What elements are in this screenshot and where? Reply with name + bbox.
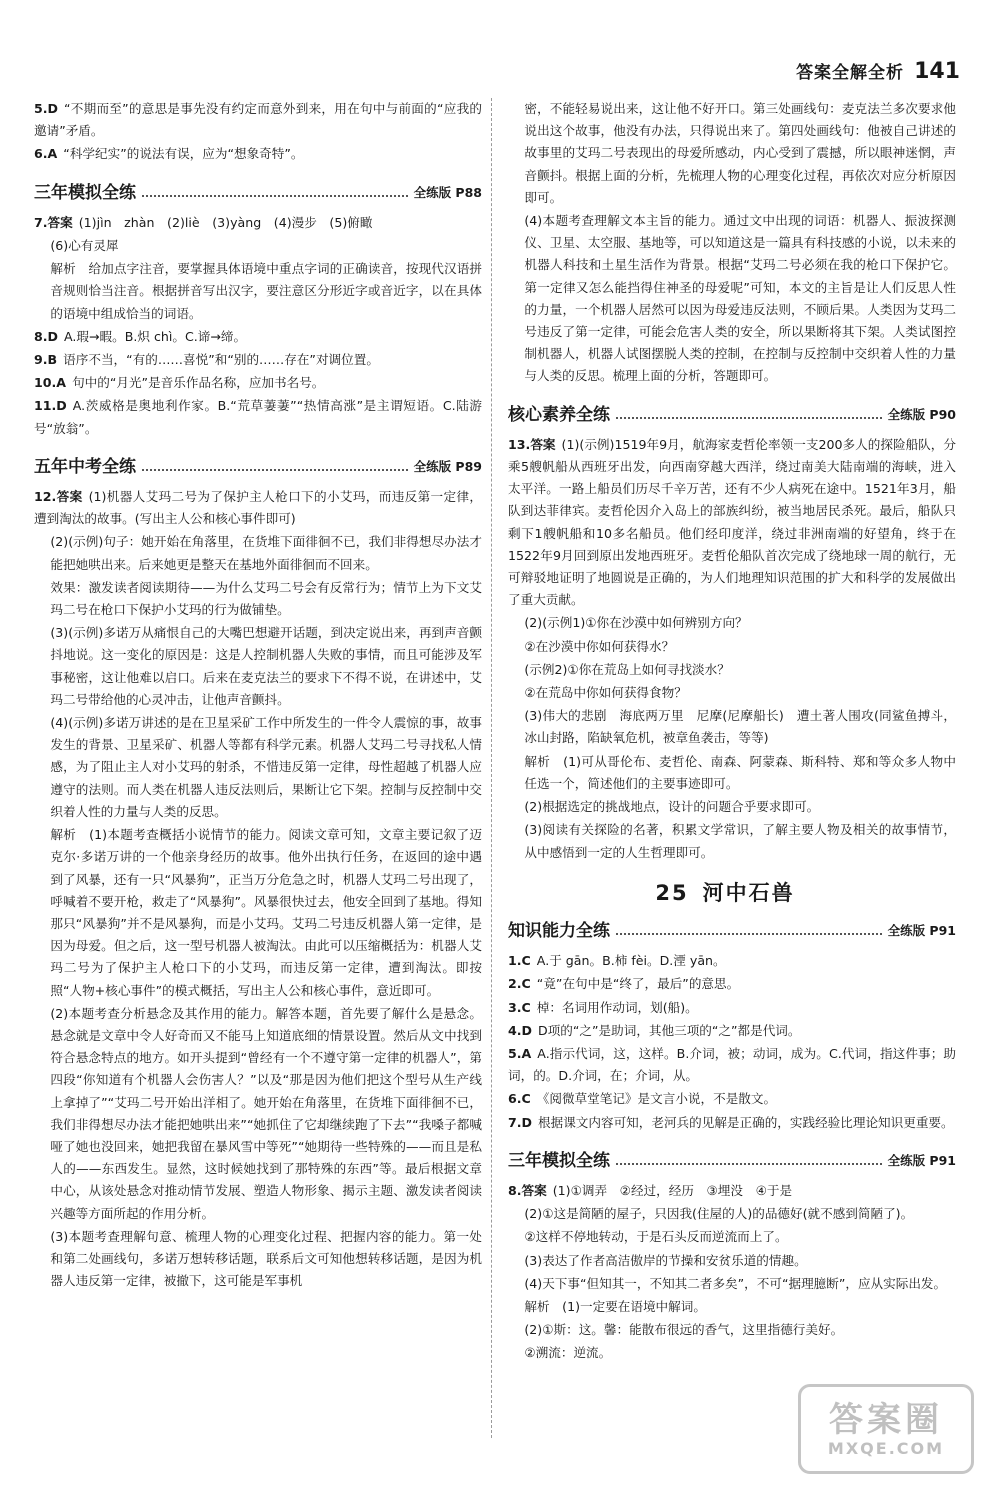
answer-12-3: (3)(示例)多诺万从痛恨自己的大嘴巴想避开话题，到决定说出来，再到声音颤抖地说。这一变化的原因是：这是人控制机器人失败的事情，而且可能涉及军事秘密，这让他难以启口。后来在麦克法兰的要求下不得不说，在讲述中，艾玛二号带给他的心灵冲击，让他声音颤抖。 xyxy=(50,625,482,707)
column-divider xyxy=(491,98,493,1438)
answer-13-2a: (2)(示例1)①你在沙漠中如何辨别方向？ xyxy=(524,615,748,631)
ch25-answer-8-3: (3)表达了作者高洁傲岸的节操和安贫乐道的情趣。 xyxy=(524,1252,807,1268)
page-header xyxy=(796,58,960,84)
answer-6: 6.A “科学纪实”的说法有误，应为“想象奇特”。 xyxy=(34,146,304,162)
ch25-answer-3: 3.C 棹：名词用作动词，划(船)。 xyxy=(508,999,698,1015)
section-header-zhishi: 知识能力全练 全练版 P91 xyxy=(508,920,956,941)
ch25-answer-4: 4.D D项的“之”是助词，其他三项的“之”都是代词。 xyxy=(508,1022,801,1038)
analysis-12-4: (4)本题考查理解文本主旨的能力。通过文中出现的词语：机器人、振波探测仪、卫星、太空服、基地等，可以知道这是一篇具有科技感的小说，以未来的机器人科技和土星生活作为背景。根据“艾玛二号必须在我的枪口下保护它。第一定律又怎么能挡得住神圣的母爱呢”可知，本文的主旨是让人们反思人性的力量，一个机器人居然可以因为母爱违反法则，不顾后果。人类因为艾玛二号违反了第一定律，可能会危害人类的安全，所以果断将其下架。人类试图控制机器人，机器人试图摆脱人类的控制，在控制与反控制中交织着人性的力量与人类的反思。梳理上面的分析，答题即可。 xyxy=(524,213,956,384)
ch25-answer-6: 6.C 《阅微草堂笔记》是文言小说，不是散文。 xyxy=(508,1091,777,1107)
header-title: 答案全解全析 xyxy=(796,63,905,83)
ch25-answer-5: 5.A A.指示代词，这，这样。B.介词，被；动词，成为。C.代词，指这件事；助词，的。D.介词，在；介词，从。 xyxy=(508,1045,956,1084)
ch25-answer-8-1: 8.答案 (1)①调弄 ②经过，经历 ③埋没 ④于是 xyxy=(508,1182,793,1198)
left-column xyxy=(34,98,482,1293)
answer-13-2b: ②在沙漠中你如何获得水？ xyxy=(524,638,675,654)
analysis-12-3-cont: 密，不能轻易说出来，这让他不好开口。第三处画线句：麦克法兰多次要求他说出这个故事，他没有办法，只得说出来了。第四处画线句：他被自己讲述的故事里的艾玛二号表现出的母爱所感动，内心受到了震撼，所以眼神迷惘，声音颤抖。根据上面的分析，先梳理人物的心理变化过程，再依次对应分析原因即可。 xyxy=(524,101,956,205)
answer-10: 10.A 句中的“月光”是音乐作品名称，应加书名号。 xyxy=(34,375,325,391)
watermark-logo xyxy=(798,1384,974,1474)
answer-7-cont: (6)心有灵犀 xyxy=(50,238,119,254)
section-header-sannian-1: 三年模拟全练 全练版 P88 xyxy=(34,182,482,203)
right-column xyxy=(508,98,956,1366)
ch25-answer-7: 7.D 根据课文内容可知，老河兵的见解是正确的，实践经验比理论知识更重要。 xyxy=(508,1114,954,1130)
answer-12-4: (4)(示例)多诺万讲述的是在卫星采矿工作中所发生的一件令人震惊的事，故事发生的背景、卫星采矿、机器人等都有科学元素。机器人艾玛二号寻找私人情感，为了阻止主人对小艾玛的射杀，不惜违反第一定律，母性超越了机器人应遵守的法则。而人类在机器人违反法则后，果断让它下架。控制与反控制中交织着人性的力量与人类的反思。 xyxy=(50,715,482,819)
ch25-answer-8-2a: (2)①这是简陋的屋子，只因我(住屋的人)的品德好(就不感到简陋了)。 xyxy=(524,1206,914,1222)
ch25-analysis-8-1: 解析 (1)一定要在语境中解词。 xyxy=(524,1298,706,1314)
answer-12-2-effect: 效果：激发读者阅读期待——为什么艾玛二号会有反常行为；情节上为下文艾玛二号在枪口下保护小艾玛的行为做铺垫。 xyxy=(50,579,482,618)
analysis-12-3: (3)本题考查理解句意、梳理人物的心理变化过程、把握内容的能力。第一处和第二处画线句，多诺万想转移话题，联系后文可知他想转移话题，是因为机器人违反第一定律，被撤下，这可能是军事机 xyxy=(50,1228,482,1289)
ch25-answer-8-2b: ②这样不停地转动，于是石头反而逆流而上了。 xyxy=(524,1229,788,1245)
analysis-13-1: 解析 (1)可从哥伦布、麦哲伦、南森、阿蒙森、斯科特、郑和等众多人物中任选一个，简述他们的主要事迹即可。 xyxy=(524,753,956,791)
section-header-sannian-2: 三年模拟全练 全练版 P91 xyxy=(508,1150,956,1171)
answer-5: 5.D “不期而至”的意思是事先没有约定而意外到来，用在句中与前面的“应我的邀请”矛盾。 xyxy=(34,101,482,139)
analysis-12-2: (2)本题考查分析悬念及其作用的能力。解答本题，首先要了解什么是悬念。悬念就是文章中令人好奇而又不能马上知道底细的情景设置。然后从文中找到符合悬念特点的地方。如开头提到“曾经有一个不遵守第一定律的机器人”，第四段“你知道有个机器人会伤害人？”以及“那是因为他们把这个型号从生产线上拿掉了”“艾玛二号开始出洋相了。她开始在角落里，在货堆下面徘徊不已，我们非得想尽办法才能把她哄出来”“她抓住了它却继续跑了下去”“我嗓子都喊哑了她也没回来，她把我留在暴风雪中等死”“她期待一些特殊的——而且是私人的——东西发生。显然，这时候她找到了那特殊的东西”等。最后根据文章中心，从该处悬念对推动情节发展、塑造人物形象、揭示主题、激发读者阅读兴趣等方面所起的作用分析。 xyxy=(50,1005,482,1221)
page-number: 141 xyxy=(914,59,960,84)
answer-13-3: (3)伟大的悲剧 海底两万里 尼摩(尼摩船长) 遭土著人围攻(同鲨鱼搏斗，冰山封路，陷缺氧危机，被章鱼袭击，等等) xyxy=(524,708,956,746)
chapter-title xyxy=(508,882,956,904)
section-header-wunian: 五年中考全练 全练版 P89 xyxy=(34,456,482,477)
analysis-12-1: 解析 (1)本题考查概括小说情节的能力。阅读文章可知，文章主要记叙了迈克尔·多诺万讲的一个他亲身经历的故事。他外出执行任务，在返回的途中遇到了风暴，还有一只“风暴狗”，正当万分危急之时，机器人艾玛二号出现了，呼喊着不要开枪，救走了“风暴狗”。风暴很快过去，他安全回到了基地。得知那只“风暴狗”并不是风暴狗，而是小艾玛。艾玛二号违反机器人第一定律，是因为母爱。但之后，这一型号机器人被淘汰。由此可以压缩概括为：机器人艾玛二号为了保护主人枪口下的小艾玛，而违反第一定律，遭到淘汰。即按照“人物+核心事件”的模式概括，写出主人公和核心事件，意近即可。 xyxy=(50,827,482,998)
watermark-text: 答案圈 xyxy=(829,1399,943,1440)
analysis-13-2: (2)根据选定的挑战地点，设计的问题合乎要求即可。 xyxy=(524,799,820,815)
answer-12-1: 12.答案 (1)机器人艾玛二号为了保护主人枪口下的小艾玛，而违反第一定律，遭到淘汰的故事。(写出主人公和核心事件即可) xyxy=(34,489,483,527)
answer-7-analysis: 解析 给加点字注音，要掌握具体语境中重点字词的正确读音，按现代汉语拼音规则恰当注音。根据拼音写出汉字，要注意区分形近字或音近字，以在具体的语境中组成恰当的词语。 xyxy=(50,261,482,321)
answer-13-2d: ②在荒岛中你如何获得食物？ xyxy=(524,685,687,701)
ch25-analysis-8-2b: ②溯流：逆流。 xyxy=(524,1345,612,1361)
ch25-answer-2: 2.C “竟”在句中是“终了，最后”的意思。 xyxy=(508,976,740,992)
answer-7: 7.答案 (1)jìn zhàn (2)liè (3)yàng (4)漫步 (5)俯瞰 xyxy=(34,214,373,230)
answer-13-1: 13.答案 (1)(示例)1519年9月，航海家麦哲伦率领一支200多人的探险船队，分乘5艘帆船从西班牙出发，向西南穿越大西洋，绕过南美大陆南端的海峡，进入太平洋。一路上船员们历尽千辛万苦，还有不少人病死在途中。1521年3月，船队到达菲律宾。麦哲伦因介入岛上的部族纠纷，被当地居民杀死。最后，船队只剩下1艘帆船和10多名船员。他们经印度洋，绕过非洲南端的好望角，终于在1522年9月回到原出发地西班牙。麦哲伦船队首次完成了绕地球一周的航行，无可辩驳地证明了地圆说是正确的，为人们地理知识范围的扩大和科学的发展做出了重大贡献。 xyxy=(508,436,956,608)
answer-13-2c: (示例2)①你在荒岛上如何寻找淡水？ xyxy=(524,661,730,677)
answer-9: 9.B 语序不当，“有的……喜悦”和“别的……存在”对调位置。 xyxy=(34,352,379,368)
ch25-answer-1: 1.C A.于 gān。B.柿 fèi。D.湮 yān。 xyxy=(508,953,726,969)
chapter-number: 25 xyxy=(655,880,689,905)
answer-11: 11.D A.茨威格是奥地利作家。B.“荒草萋萋”“热情高涨”是主谓短语。C.陆游号“放翁”。 xyxy=(34,398,482,436)
answer-8: 8.D A.瑕→暇。B.炽 chì。C.谛→缔。 xyxy=(34,328,247,344)
answer-12-2: (2)(示例)句子：她开始在角落里，在货堆下面徘徊不已，我们非得想尽办法才能把她哄出来。后来她更是整天在基地外面徘徊而不回来。 xyxy=(50,534,482,572)
ch25-analysis-8-2a: (2)①斯：这。馨：能散布很远的香气，这里指德行美好。 xyxy=(524,1322,844,1338)
watermark-domain: MXQE.COM xyxy=(827,1438,945,1458)
section-header-hexin: 核心素养全练 全练版 P90 xyxy=(508,404,956,425)
chapter-name: 河中石兽 xyxy=(702,880,795,905)
ch25-answer-8-4: (4)天下事“但知其一，不知其二者多矣”，不可“据理臆断”，应从实际出发。 xyxy=(524,1275,947,1291)
analysis-13-3: (3)阅读有关探险的名著，积累文学常识，了解主要人物及相关的故事情节，从中感悟到一定的人生哲理即可。 xyxy=(524,822,956,860)
